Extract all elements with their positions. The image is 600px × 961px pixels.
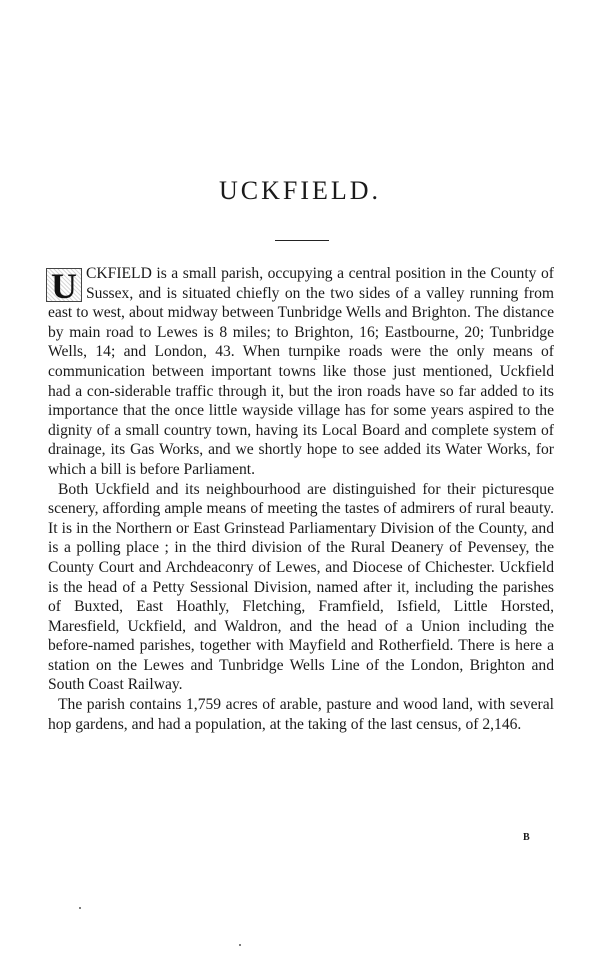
- body-text: [48, 264, 554, 734]
- ornamental-dropcap: [46, 266, 82, 306]
- paragraph-2: Both Uckfield and its neighbourhood are distinguished for their picturesque scenery, affording ample means of meeting the tastes of admirers of rural beauty. It is in the Northern or East Grinstead Parliamentary Division of the County, and is a polling place ; in the third division of the Rural Deanery of Pevensey, the County Court and Archdeaconry of Lewes, and Diocese of Chichester. Uckfield is the head of a Petty Sessional Division, named after it, including the parishes of Buxted, East Hoathly, Fletching, Framfield, Isfield, Little Horsted, Maresfield, Uckfield, and Waldron, and the head of a Union including the before-named parishes, together with Mayfield and Rotherfield. There is here a station on the Lewes and Tunbridge Wells Line of the London, Brighton and South Coast Railway.: [48, 480, 554, 694]
- paragraph-1-text: CKFIELD is a small parish, occupying a central position in the County of Sussex, and is situated chiefly on the two sides of a valley running from east to west, about midway between Tunbridge Wells and Brighton. The distance by main road to Lewes is 8 miles; to Brighton, 16; Eastbourne, 20; Tunbridge Wells, 14; and London, 43. When turnpike roads were the only means of communication between important towns like those just mentioned, Uckfield had a con-siderable traffic through it, but the iron roads have so far added to its importance that the once little wayside village has for some years aspired to the dignity of a small country town, having its Local Board and complete system of drainage, its Gas Works, and we shortly hope to see added its Water Works, for which a bill is before Parliament.: [48, 265, 554, 478]
- dropcap-letter: U: [51, 266, 77, 306]
- print-speck: [79, 907, 81, 909]
- title-rule: [275, 240, 329, 241]
- signature-mark: B: [523, 832, 531, 843]
- paragraph-1: [48, 264, 554, 480]
- paragraph-3: The parish contains 1,759 acres of arable, pasture and wood land, with several hop gardens, and had a population, at the taking of the last census, of 2,146.: [48, 696, 554, 733]
- page-title: UCKFIELD.: [218, 176, 382, 205]
- print-speck: [239, 944, 241, 946]
